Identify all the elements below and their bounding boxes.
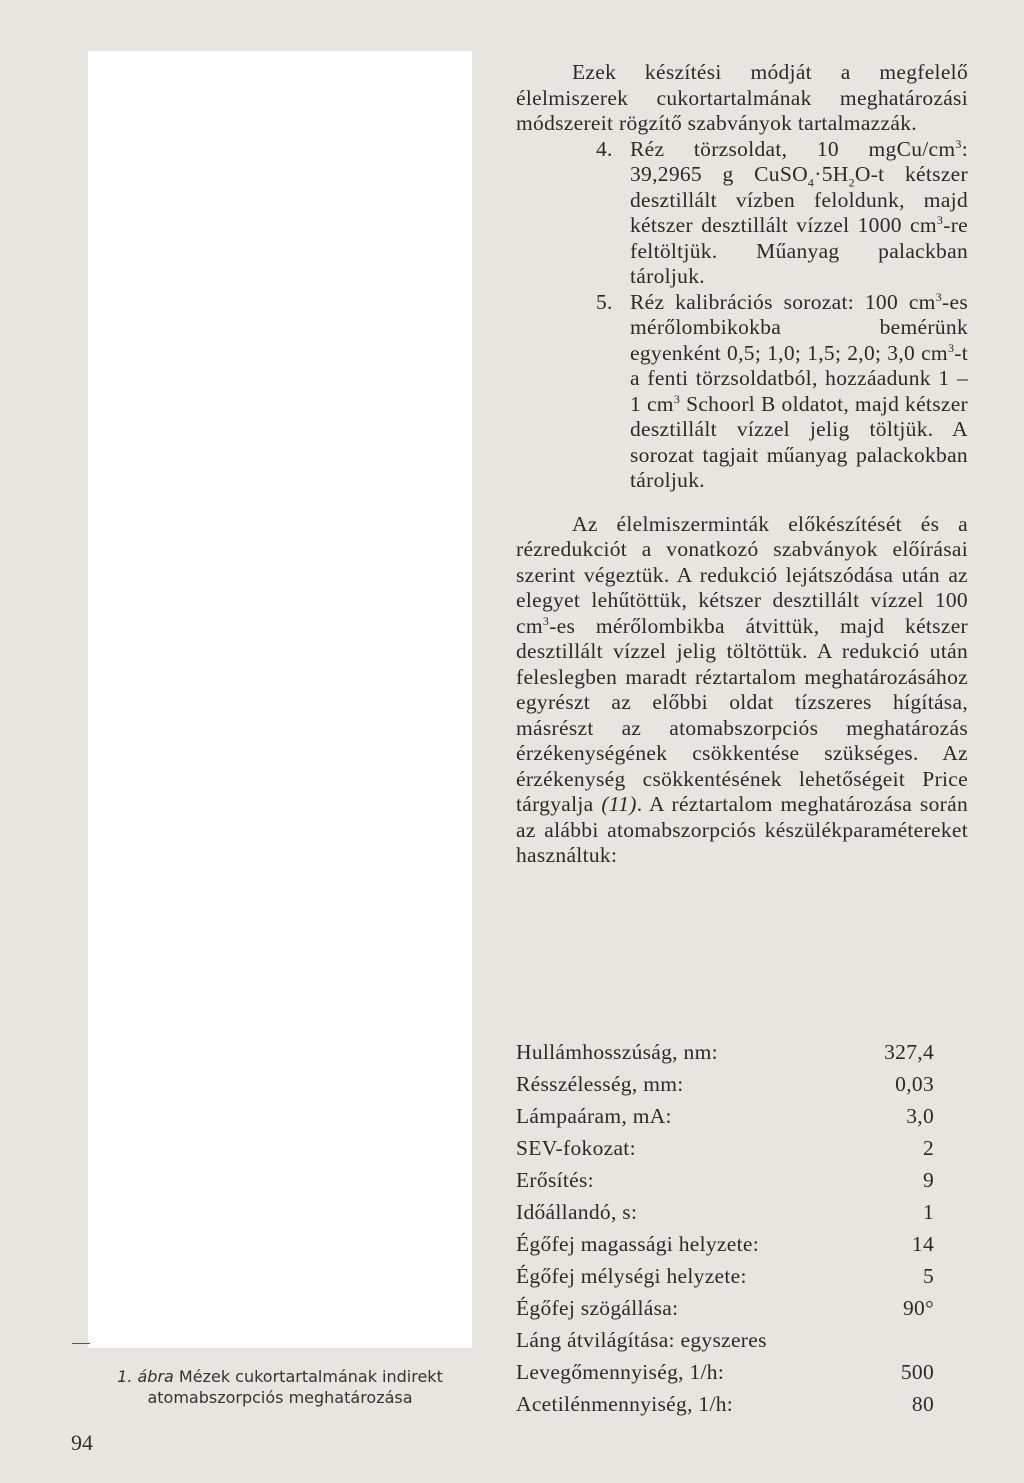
caption-line1: Mézek cukortartalmának indirekt <box>173 1367 443 1386</box>
caption-line2: atomabszorpciós meghatározása <box>147 1388 413 1407</box>
page-number: 94 <box>71 1430 93 1455</box>
figure-tick-mark <box>72 1343 90 1344</box>
parameter-row <box>516 1388 956 1420</box>
figure-caption <box>80 1366 480 1408</box>
parameter-row <box>516 1292 956 1324</box>
superscript: 3 <box>673 391 681 406</box>
parameter-label: Levegőmennyiség, 1/h: <box>516 1360 725 1384</box>
superscript: 3 <box>947 340 955 355</box>
parameter-value: 500 <box>900 1360 934 1384</box>
parameter-label: Láng átvilágítása: egyszeres <box>516 1328 767 1352</box>
main-text <box>516 60 968 869</box>
superscript: 3 <box>542 613 550 628</box>
parameter-value: 0,03 <box>895 1072 934 1096</box>
parameter-value: 327,4 <box>884 1040 934 1064</box>
parameter-value: 14 <box>911 1232 934 1256</box>
body-paragraph <box>516 512 968 869</box>
caption-number: 1. <box>117 1367 133 1386</box>
item5-text-2: -es mérőlombikokba bemérünk egyenként 0,5; 1,0; 1,5; 2,0; 3,0 cm <box>630 289 968 365</box>
item5-text-3: -t a fenti törzsoldatból, hozzáadunk 1 – 1 cm <box>630 340 968 416</box>
caption-abra: ábra <box>137 1367 174 1386</box>
parameter-label: Időállandó, s: <box>516 1200 638 1224</box>
reference: (11) <box>601 792 637 816</box>
body-text-1: Az élelmiszerminták előkészítését és a rézredukciót a vonatkozó szabványok előírásai szerint végeztük. A redukció lejátszódása után az elegyet lehűtöttük, kétszer desztillált vízzel 100 cm <box>516 511 968 638</box>
parameter-row <box>516 1196 956 1228</box>
list-number-4: 4. <box>596 136 613 161</box>
subscript: 2 <box>848 175 855 190</box>
parameter-list <box>516 1036 956 1420</box>
item4-text-4: O-t kétszer desztillált vízben feloldunk, majd kétszer desztillált vízzel 1000 cm <box>630 162 968 237</box>
parameter-row <box>516 1164 956 1196</box>
superscript: 3 <box>936 212 944 227</box>
item5-text-1: Réz kalibrációs sorozat: 100 cm <box>630 289 936 314</box>
parameter-row <box>516 1100 956 1132</box>
parameter-value: 5 <box>922 1264 934 1288</box>
superscript: 3 <box>955 136 962 151</box>
body-text-2: -es mérőlombikba átvittük, majd kétszer desztillált vízzel jelig töltöttük. A redukció után feleslegben maradt réztartalom meghatározásához egyrészt az előbbi oldat tízszeres hígítása, másrészt az atomabszorpciós meghatározás érzékenységének csökkentése szükséges. Az érzékenység csökkentésének lehetőségeit Price tárgyalja <box>516 613 968 816</box>
figure-placeholder <box>88 51 472 1348</box>
item4-text-3: ·5H <box>814 162 849 186</box>
subscript: 4 <box>807 175 815 190</box>
parameter-label: Résszélesség, mm: <box>516 1072 684 1096</box>
body-text-3: . A réztartalom meghatározása során az alábbi atomabszorpciós készülékparamétereket használtuk: <box>516 792 968 867</box>
item4-text-1: Réz törzsoldat, 10 mgCu/cm <box>630 136 956 161</box>
list-item-5 <box>516 290 968 494</box>
parameter-row <box>516 1324 956 1356</box>
parameter-label: Égőfej szögállása: <box>516 1296 679 1320</box>
parameter-row <box>516 1132 956 1164</box>
parameter-row <box>516 1228 956 1260</box>
parameter-value: 80 <box>911 1392 934 1416</box>
parameter-label: Erősítés: <box>516 1168 594 1192</box>
parameter-label: Égőfej mélységi helyzete: <box>516 1264 747 1288</box>
parameter-row <box>516 1036 956 1068</box>
parameter-row <box>516 1260 956 1292</box>
parameter-row <box>516 1068 956 1100</box>
parameter-label: Hullámhosszúság, nm: <box>516 1040 718 1064</box>
parameter-value: 90° <box>903 1296 934 1320</box>
intro-paragraph: Ezek készítési módját a megfelelő élelmiszerek cukortartalmának meghatározási módszereit rögzítő szabványok tartalmazzák. <box>516 60 968 135</box>
superscript: 3 <box>935 289 943 304</box>
parameter-label: Lámpaáram, mA: <box>516 1104 672 1128</box>
parameter-label: Acetilénmennyiség, 1/h: <box>516 1392 734 1416</box>
parameter-label: Égőfej magassági helyzete: <box>516 1232 760 1256</box>
parameter-value: 1 <box>922 1200 934 1224</box>
parameter-value: 2 <box>922 1136 934 1160</box>
parameter-value: 3,0 <box>906 1104 934 1128</box>
list-number-5: 5. <box>596 289 613 314</box>
item4-text-2: : 39,2965 g CuSO <box>630 136 968 186</box>
parameter-row <box>516 1356 956 1388</box>
item5-text-4: Schoorl B oldatot, majd kétszer desztillált vízzel jelig töltjük. A sorozat tagjait műanyag palackokban tároljuk. <box>630 391 969 492</box>
parameter-label: SEV-fokozat: <box>516 1136 636 1160</box>
item4-text-5: -re feltöltjük. Műanyag palackban tároljuk. <box>630 213 968 288</box>
list-item-4 <box>516 137 968 290</box>
parameter-value: 9 <box>922 1168 934 1192</box>
